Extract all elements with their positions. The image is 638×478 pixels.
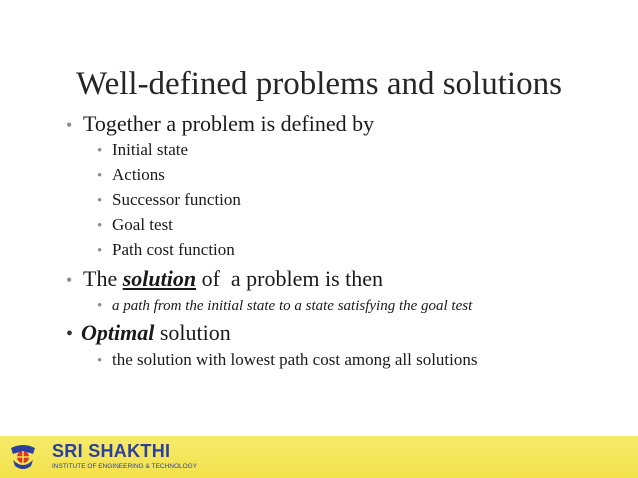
- bullet-text: Successor function: [112, 190, 241, 209]
- bullet-solution: [66, 266, 383, 293]
- bullet-icon: •: [97, 193, 103, 209]
- bullet-problem-definition: [66, 111, 374, 138]
- sub-bullet-actions: [97, 165, 165, 186]
- bullet-text: Path cost function: [112, 240, 235, 259]
- brand-name: SRI SHAKTHI: [52, 441, 171, 461]
- sub-bullet-goal-test: [97, 215, 173, 236]
- bullet-text-post: solution: [154, 320, 231, 345]
- bullet-icon: •: [66, 115, 73, 135]
- bullet-icon: •: [66, 270, 73, 290]
- bullet-text: Initial state: [112, 140, 189, 159]
- bullet-icon: •: [97, 168, 103, 184]
- bullet-icon: •: [66, 323, 74, 345]
- bullet-text: Together a problem is defined by: [83, 111, 375, 136]
- footer-bar: [0, 436, 638, 478]
- bullet-text: Actions: [112, 165, 165, 184]
- bullet-icon: •: [97, 298, 103, 314]
- sub-bullet-initial-state: [97, 140, 188, 161]
- brand-subtitle: INSTITUTE OF ENGINEERING & TECHNOLOGY: [52, 463, 198, 470]
- slide-title: Well-defined problems and solutions: [76, 66, 562, 102]
- bullet-icon: •: [97, 143, 103, 159]
- bullet-icon: •: [97, 353, 103, 369]
- sub-bullet-successor-function: [97, 190, 241, 211]
- bullet-optimal-solution: [66, 320, 231, 347]
- bullet-text: a path from the initial state to a state satisfying the goal test: [112, 298, 473, 314]
- sub-bullet-lowest-path-cost: [97, 350, 477, 371]
- bullet-text: the solution with lowest path cost among all solutions: [112, 350, 478, 369]
- bullet-icon: •: [97, 243, 103, 259]
- bullet-emphasis-solution: solution: [122, 266, 197, 291]
- sub-bullet-path-cost-function: [97, 240, 235, 261]
- institute-emblem-icon: [9, 442, 37, 472]
- sub-bullet-solution-path: [97, 296, 472, 316]
- bullet-text-pre: The: [83, 266, 123, 291]
- bullet-text-post: of a problem is then: [196, 266, 384, 291]
- bullet-text: Goal test: [112, 215, 173, 234]
- bullet-icon: •: [97, 218, 103, 234]
- bullet-emphasis-optimal: Optimal: [81, 320, 155, 345]
